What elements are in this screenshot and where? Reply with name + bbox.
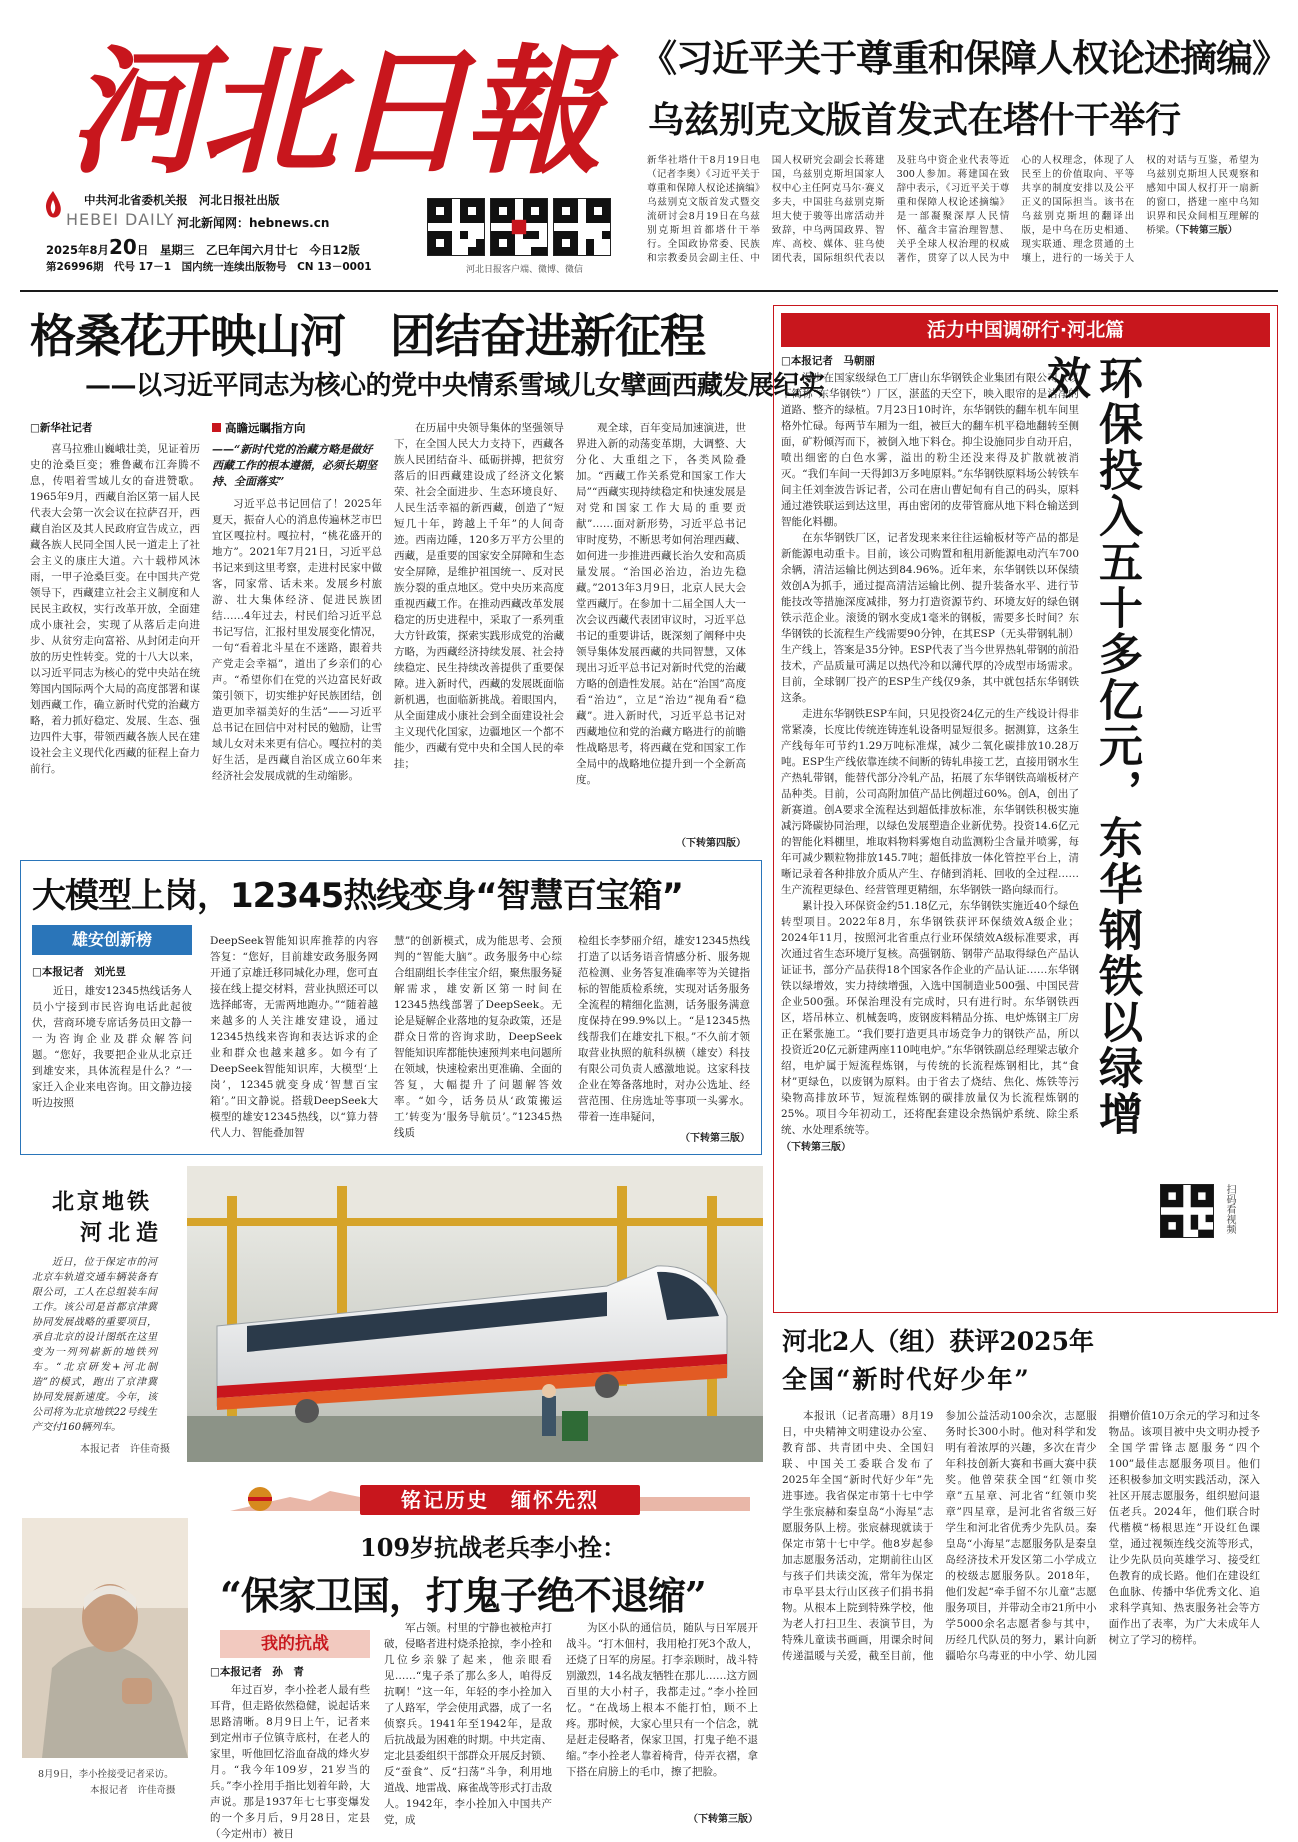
masthead-calligraphy — [58, 20, 618, 193]
ai-col-4-text: 检组长李梦丽介绍，雄安12345热线打造了以话务语音情感分析、服务规范检测、业务答复准确率等为关键指标的智能质检系统，实现对话务服务全流程的精细化监测，话务服务满意度保持在99.9%以上。“是12345热线帮我们在雄安扎下根。”不久前才领取营业执照的航科纵横（雄安）科技有限公司负责人感激地说。这家科技企业在筹备落地时，对办公选址、经营范围、住房选址等事项一头雾水。带着一连串疑问， — [578, 935, 750, 1123]
masthead-sponsor: 中共河北省委机关报 河北日报社出版 — [84, 193, 280, 207]
ai-col-1 — [32, 964, 192, 1148]
ai-col-3: 慧”的创新模式，成为能思考、会预判的“智能大脑”。政务服务中心综合组副组长李佳宝介绍，聚焦服务疑解需求，雄安新区第一时间在12345热线部署了DeepSeek。无论是疑解企业落地的复杂政策，还是群众日常的咨询求助，DeepSeek智能知识库都能快速预判来电问题所在领域，快速检索出更准确、全面的答复，大幅提升了问题解答效率。“如今，话务员从‘政策搬运工’转变为‘服务导航员’。”12345热线质 — [394, 935, 562, 1139]
qr-code-icon — [428, 199, 484, 255]
lead-byline: □新华社记者 — [30, 422, 93, 434]
masthead-divider — [20, 290, 1278, 292]
memory-byline: □本报记者 孙 青 — [210, 1666, 304, 1678]
lead-col-4 — [576, 420, 746, 850]
top-story-body — [647, 154, 1259, 266]
feature-qr-code[interactable] — [1160, 1184, 1214, 1238]
memory-col-3 — [566, 1620, 758, 1828]
feature-continued: （下转第三版） — [781, 1142, 851, 1153]
lead-col-1 — [30, 420, 200, 850]
youth-body: 本报讯（记者高珊）8月19日，中央精神文明建设办公室、教育部、共青团中央、全国妇联、中国关工委联合发布了2025年全国“新时代好少年”先进事迹。我省保定市第十七中学学生张宸赫和秦皇岛“小海星”志愿服务队上榜。张宸赫现就读于保定市第十七中学。他8岁起参加志愿服务活动，定期前往山区与孩子们共读交流，常年为保定市阜平县太行山区孩子们捐书捐物。从根本上院到特殊学校，他为老人打扫卫生、表演节目，为特殊儿童读书画画，用课余时间传递温暖与关爱，截至目前，他参加公益活动100余次，志愿服务时长300小时。他对科学和发明有着浓厚的兴趣，多次在青少年科技创新大赛和书画大赛中获奖。他曾荣获全国“红领巾奖章”五星章、河北省“红领巾奖章”四星章，是河北省省级三好学生和河北省优秀少先队员。秦皇岛“小海星”志愿服务队是秦皇岛经济技术开发区第二小学成立的校级志愿服务队。2018年，他们发起“牵手留不尔儿童”志愿服务项目，并带动全市21所中小学5000余名志愿者参与其中，历经几代队员的努力，累计向新疆哈尔乌毒亚的中小学、幼儿园捐赠价值10万余元的学习和过冬物品。该项目被中央文明办授予全国学雷锋志愿服务“四个100”最佳志愿服务项目。他们还积极参加文明实践活动，深入社区开展志愿服务，组织慰问退伍老兵。2024年，他们联合时代楷模“杨根思连”开设红色课堂，通过视频连线交流等形式，让少先队员向英雄学习、接受红色教育的成长路。他们在建设红色血脉、传播中华优秀文化、追求科学真知、热衷服务社会等方面作出了表率，为广大未成年人树立了学习的榜样。 — [782, 1410, 1260, 1662]
masthead-issue: 第26996期 代号 17－1 国内统一连续出版物号 CN 13－0001 — [46, 261, 372, 273]
memory-banner-text: 铭记历史 缅怀先烈 — [401, 1488, 599, 1512]
top-story-continued: （下转第三版） — [1174, 225, 1238, 236]
feature-body-3: 走进东华钢铁ESP车间，只见投资24亿元的生产线设计得非常紧凑，长度比传统连铸连轧设备明显短很多。据测算，这条生产线每年可节约1.29万吨标准煤，减少二氧化碳排放10.28万吨。ESP生产线依靠连续不间断的铸轧串接工艺，直接用钢水生产热轧带钢，能替代部分冷轧产品，拓展了东华钢铁高端板材产品种类。目前，公司高附加值产品比例超过60%。创A，创出了新赛道。创A要求全流程达到超低排放标准，东华钢铁积极实施减污降碳协同治理，以绿色发展塑造企业新优势。投资14.6亿元的智能化料棚里，堆取料物料雾炮自动监测粉尘含量并喷雾，每年可减少颗粒物排放145.7吨；超低排放一体化管控平台上，清晰记录着各种排放介质从产生、存储到消耗、回收的全过程……生产流程更绿色、经营管理更精细，东华钢铁一路向绿而行。 — [781, 708, 1079, 896]
memory-col-2: 军占领。村里的宁静也被枪声打破，侵略者进村烧杀抢掠，李小拴和几位乡亲躲了起来，他亲眼看见……“鬼子杀了那么多人，咱得反抗啊！”这一年，年轻的李小拴加入了人路军，学会使用武器，成了一名侦察兵。1941年至1942年，是敌后抗战最为困难的时期。中共定南、定北县委组织干部群众开展反封锁、反“蚕食”、反“扫荡”斗争，利用地道战、地雷战、麻雀战等形式打击敌人。1942年，李小拴加入中国共产党，成 — [384, 1622, 552, 1826]
lead-headline: 格桑花开映山河 团结奋进新征程 — [30, 309, 705, 363]
ai-col-4 — [578, 933, 750, 1148]
memory-photo — [22, 1518, 188, 1758]
feature-body-1: 漫步在国家级绿色工厂唐山东华钢铁企业集团有限公司（以下简称“东华钢铁”）厂区，湛蓝的天空下，映入眼帘的是洁净的道路、整齐的绿植。7月23日10时许，东华钢铁的翻车机车间里格外忙碌。每两节车厢为一组，被巨大的翻车机平稳地翻转至侧面，矿粉倾泻而下，被倒入地下料仓。抑尘设施同步自动开启，喷出细密的白色水雾，溢出的粉尘还没来得及扩散就被消灭。“我们车间一天得卸3万多吨原料。”东华钢铁原料场公转铁车间主任刘奎波告诉记者，公司在唐山曹妃甸有自己的码头，原料通过港铁联运到达这里，再由密闭的皮带管廊从地下料仓输送到智能化料棚。 — [781, 372, 1079, 528]
masthead-flame-icon — [42, 190, 64, 220]
youth-headline-1: 河北2人（组）获评2025年 — [782, 1327, 1094, 1356]
memory-col-3-text: 为区小队的通信员，随队与日军展开战斗。“打木佃村，我用枪打死3个敌人，还烧了日军的房屋。打李亲顾时，战斗特别激烈，14名战友牺牲在那儿……这方圆百里的大小村子，我都走过。”李小拴回忆。“在战场上根本不能打怕，顾不上疼。那时候，大家心里只有一个信念，就是赶走侵略者，保家卫国，打鬼子绝不退缩。”李小拴老人靠着椅背，侍弄衣褶，拿下搭在肩膀上的毛巾，擦了把脸。 — [566, 1622, 758, 1778]
memory-headline: “保家卫国，打鬼子绝不退缩” — [220, 1573, 706, 1618]
veteran-portrait-image — [22, 1518, 188, 1758]
feature-body-2: 在东华钢铁厂区，记者发现来来往往运输板材等产品的都是新能源电动重卡。目前，该公司购置和租用新能源电动汽车700余辆，清洁运输比例达到84.96%。近年来，东华钢铁以环保绩效创A为抓手，通过提高清洁运输比例、提升装备水平、进行节能技改等措施深度减排，努力打造资源节约、环境友好的绿色钢铁示范企业。滚烫的钢水变成1毫米的钢板，需要多长时间？东华钢铁的长流程生产线需要90分钟，在其ESP（无头带钢轧制）生产线上，答案是35分钟。ESP代表了当今世界热轧带钢的前沿技术，产品质量可满足以热代冷和以薄代厚的冷成型市场需求。目前，全球钢厂投产的ESP生产线仅9条，其中就包括东华钢铁这条。 — [781, 532, 1079, 704]
lead-continued: （下转第四版） — [676, 838, 746, 849]
svg-text:河北日報: 河北日報 — [68, 30, 597, 193]
qr-code-icon — [554, 199, 610, 255]
top-story-headline-2: 乌兹别克文版首发式在塔什干举行 — [648, 100, 1181, 141]
masthead-website: 河北新闻网：hebnews.cn — [177, 216, 330, 230]
metro-credit: 本报记者 许佳奇摄 — [80, 1444, 170, 1455]
ai-story-headline: 大模型上岗，12345热线变身“智慧百宝箱” — [32, 876, 683, 916]
qr-code-icon — [1161, 1185, 1213, 1237]
lead-section-label: 高瞻远瞩指方向 — [212, 420, 382, 436]
memory-photo-credit: 本报记者 许佳奇摄 — [90, 1785, 176, 1796]
feature-body-4: 累计投入环保资金约51.18亿元，东华钢铁实施近40个绿色转型项目。2022年8月，东华钢铁获评环保绩效A级企业；2024年11月，按照河北省重点行业环保绩效A级标准要求，再次通过省生态环境厅复核。高强钢筋、钢带产品取得绿色产品认证证书，部分产品获得18个国家各作企业的产品认证……东华钢铁以绿增效，实力持续增强，入选中国制造业500强、中国民营企业500强。环保治理没有完成时，只有进行时。东华钢铁西区，塔吊林立、机械轰鸣，废钢废料精品分拣、电炉炼钢主厂房正在紧张施工。“我们要打造更具市场竞争力的钢铁产品，所以投资近20亿元新建两座110吨电炉。”东华钢铁副总经理梁志敏介绍，电炉属于短流程炼钢，与传统的长流程炼钢相比，其“食材”更绿色，以废钢为原料。由于省去了烧结、焦化、炼铁等污染物高排放环节，短流程炼钢的碳排放量仅为长流程炼钢的25%。项目今年初动工，还将配套建设余热锅炉系统、除尘系统、水处理系统等。 — [781, 900, 1079, 1136]
qr-code-icon — [491, 199, 547, 255]
metro-train-image — [187, 1166, 763, 1462]
ai-col-1-text: 近日，雄安12345热线话务人员小宁接到市民咨询电话此起彼伏，营商环境专席话务员田文静一一为咨询企业及群众解答问题。“您好，我要把企业从北京迁到雄安来，具体流程是什么？”一家迁入企业来电咨询。田文静边接听边按照 — [32, 985, 192, 1109]
memory-col-1-text: 年过百岁，李小拴老人最有些耳背，但走路依然稳健，说起话来思路清晰。8月9日上午，记者来到定州市子位镇寺底村，在老人的家里，听他回忆浴血奋战的烽火岁月。“我今年109岁，21岁当的兵。”李小拴用手指比划着年龄，大声说。那是1937年七七事变爆发的一个多月后，9月28日，定县（今定州市）被日 — [210, 1684, 370, 1840]
date-prefix: 2025年8月 — [46, 243, 110, 257]
qr-code-client[interactable] — [427, 198, 485, 256]
memory-tag: 我的抗战 — [220, 1630, 370, 1658]
qr-code-weibo[interactable] — [490, 198, 548, 256]
lead-col-2 — [212, 420, 382, 850]
lead-subhead: ——以习近平同志为核心的党中央情系雪域儿女擘画西藏发展纪实 — [85, 371, 825, 401]
masthead-logo — [58, 20, 618, 193]
metro-title-2: 河北造 — [80, 1220, 165, 1246]
feature-text — [781, 370, 1079, 1300]
ai-story-tag: 雄安创新榜 — [32, 925, 192, 955]
ai-continued: （下转第三版） — [680, 1133, 750, 1144]
qr-code-wechat[interactable] — [553, 198, 611, 256]
lead-col-3: 在历届中央领导集体的坚强领导下，在全国人民大力支持下，西藏各族人民团结奋斗、砥砺拼搏，把贫穷落后的旧西藏建设成了经济文化繁荣、社会全面进步、生态环境良好、人民生活幸福的新西藏，创造了“短短几十年，跨越上千年”的人间奇迹。西南边陲，120多万平方公里的西藏，是重要的国家安全屏障和生态安全屏障，是维护祖国统一、反对民族分裂的重点地区。党中央历来高度重视西藏工作。在推动西藏改革发展稳定的历史进程中，采取了一系列重大方针政策，探索实践形成党的治藏方略，为西藏经济持续发展、社会持续稳定、民生持续改善提供了重要保障。进入新时代，西藏的发展既面临新机遇，也面临新挑战。着眼国内，从全面建成小康社会到全面建设社会主义现代化国家，边疆地区一个都不能少，西藏有党中央和全国人民的牵挂； — [394, 422, 564, 770]
memory-col-1 — [210, 1664, 370, 1840]
lead-col-2-text: 习近平总书记回信了！2025年夏天，振奋人心的消息传遍林芝市巴宜区嘎拉村。嘎拉村，“桃花盛开的地方”。2021年7月21日，习近平总书记来到这里考察，走进村民家中做客，同家常、话未来。发展乡村旅游、壮大集体经济、促进民族团结……4年过去，村民们给习近平总书记写信，汇报村里发展变化情况，一句“看着北斗星在不迷路，跟着共产党走会幸福”，道出了乡亲们的心声。“希望你们在党的兴边富民好政策引领下，切实维护好民族团结，创造更加幸福美好的生活”——习近平总书记在回信中对村民的勉励，让雪域儿女对未来更有信心。嘎拉村的美好生活，是西藏自治区成立60年来经济社会发展成就的生动缩影。 — [212, 498, 382, 782]
qr-caption: 河北日报客户端、微博、微信 — [466, 265, 584, 275]
top-story-text: 新华社塔什干8月19日电（记者李奥）《习近平关于尊重和保障人权论述摘编》乌兹别克文版首发式暨交流研讨会8月19日在乌兹别克斯坦首都塔什干举行。全国政协常委、民族和宗教委员会副主任、中国人权研究会副会长蒋建国，乌兹别克斯坦国家人权中心主任阿克马尔·赛义多夫，中国驻乌兹别克斯坦大使于骏等出席活动并致辞，中乌两国政界、智库、高校、媒体、驻乌使团代表，国际组织代表以及驻乌中资企业代表等近300人参加。蒋建国在致辞中表示，《习近平关于尊重和保障人权论述摘编》是一部凝聚深厚人民情怀、蕴含丰富治理智慧、关乎全球人权治理的权威著作，贯穿了以人民为中心的人权理念，体现了人民至上的价值取向、平等共享的制度安排以及公平正义的国际担当。该书在乌兹别克斯坦的翻译出版，是中乌在历史相通、现实联通、理念贯通的土壤上，进行的一场关于人权的对话与互鉴，希望为乌兹别克斯坦人民观察和感知中国人权打开一扇新的窗口，搭建一座中乌知识界和民众间相互理解的桥梁。 — [647, 155, 1259, 264]
metro-photo — [187, 1166, 763, 1462]
lead-col-1-text: 喜马拉雅山巍峨壮美，见证着历史的沧桑巨变；雅鲁藏布江奔腾不息，传唱着雪域儿女的奋进赞歌。1965年9月，西藏自治区第一届人民代表大会第一次会议在拉萨召开，西藏自治区及其人民政府宣告成立，西藏各族人民同全国人民一道走上了社会主义的康庄大道。六十载栉风沐雨，一甲子沧桑巨变。在中国共产党领导下，西藏建立社会主义制度和人民民主政权，实行改革开放，全面建成小康社会，实现了从落后走向进步、从贫穷走向富裕、从封闭走向开放的历史性转变。党的十八大以来，以习近平同志为核心的党中央站在统筹国内国际两个大局的高度部署和谋划西藏工作，确立新时代党的治藏方略，着力抓好稳定、发展、生态、强边四件大事，带领西藏各族人民在建设社会主义现代化西藏的征程上奋力前行。 — [30, 443, 200, 775]
section-square-icon — [212, 423, 221, 432]
masthead-date — [46, 235, 360, 259]
feature-headline: 环保投入五十多亿元，东华钢铁以绿增效 — [1039, 355, 1142, 1137]
date-suffix: 日 星期三 乙巳年闰六月廿七 今日12版 — [136, 243, 360, 257]
feature-kicker: 活力中国调研行·河北篇 — [781, 313, 1270, 347]
memory-photo-caption: 8月9日，李小拴接受记者采访。 — [38, 1769, 174, 1780]
lead-col-4-text: 观全球，百年变局加速演进，世界进入新的动荡变革期，大调整、大分化、大重组之下，各类风险叠加。“西藏工作关系党和国家工作大局”“西藏实现持续稳定和快速发展是对党和国家工作大局的重要贡献”……面对新形势，习近平总书记审时度势，不断思考如何治理西藏、如何进一步推进西藏长治久安和高质量发展。“治国必治边，治边先稳藏。”2013年3月9日，北京人民大会堂西藏厅。在参加十二届全国人大一次会议西藏代表团审议时，习近平总书记的重要讲话，既深刻了阐释中央领导集体发展西藏的共同智慧，又体现出习近平总书记对新时代党的治藏方略的创造性发展。站在“治国”高度看“治边”，立足“治边”视角看“稳藏”。进入新时代，习近平总书记对西藏地位和党的治藏方略进行的前瞻性战略思考，将西藏在党和国家工作全局中的战略地位提升到一个全新高度。 — [576, 422, 746, 786]
youth-headline-2: 全国“新时代好少年” — [782, 1365, 1031, 1394]
memory-continued: （下转第三版） — [688, 1814, 758, 1825]
memory-banner — [230, 1477, 750, 1521]
masthead-english: HEBEI DAILY — [66, 210, 175, 229]
feature-byline: □本报记者 马朝丽 — [781, 355, 875, 367]
ai-col-2: DeepSeek智能知识库推荐的内容答复：“您好，目前雄安政务服务网开通了京雄迁移同城化办理，您可直接在线上提交材料，营业执照还可以选择邮寄，无需两地跑办。”“随着越来越多的人关注雄安建设，通过12345热线来咨询和表达诉求的企业和群众也越来越多。如今有了DeepSeek智能知识库，大模型‘上岗’，12345就变身成‘智慧百宝箱’。”田文静说。搭载DeepSeek大模型的雄安12345热线，以“算力替代人力、智能叠加智 — [210, 935, 378, 1139]
metro-title-1: 北京地铁 — [52, 1189, 153, 1215]
date-day: 20 — [109, 235, 137, 259]
memory-subtitle: 109岁抗战老兵李小拴： — [360, 1533, 627, 1562]
top-story-headline-1: 《习近平关于尊重和保障人权论述摘编》 — [640, 37, 1288, 80]
ai-byline: □本报记者 刘光昱 — [32, 966, 126, 978]
metro-body: 近日，位于保定市的河北京车轨道交通车辆装备有限公司，工人在总组装车间工作。该公司是首都京津冀协同发展战略的重要项目，承自北京的设计图纸在这里变为一列列崭新的地铁列车。“北京研发+河北制造”的模式，跑出了京津冀协同发展新速度。今年，该公司将为北京地铁22号线生产交付160辆列车。 — [32, 1257, 157, 1433]
feature-qr-caption: 扫码看视频 — [1224, 1184, 1235, 1234]
lead-quote: ——“新时代党的治藏方略是做好西藏工作的根本遵循，必须长期坚持、全面落实” — [212, 443, 377, 488]
